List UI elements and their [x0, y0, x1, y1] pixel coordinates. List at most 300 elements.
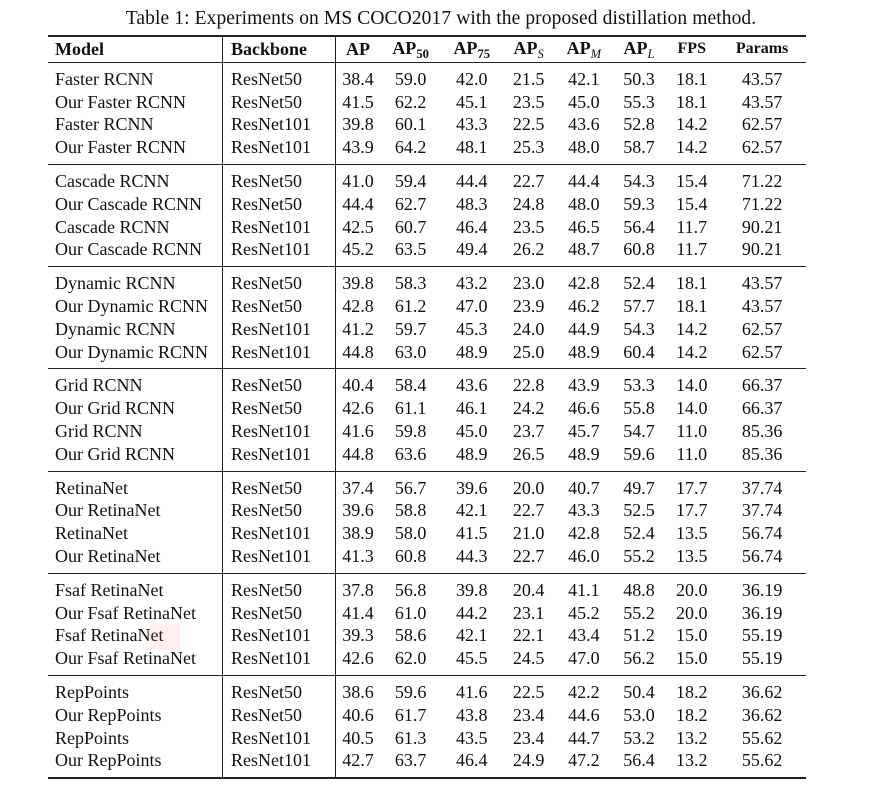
cell-params: 62.57 — [741, 137, 783, 158]
cell-fps: 17.7 — [676, 500, 708, 521]
cell-apl: 60.8 — [623, 239, 655, 260]
header-ap: AP — [336, 36, 381, 62]
cell-ap75: 42.1 — [455, 625, 488, 646]
cell-ap: 45.2 — [336, 238, 381, 266]
cell-apl: 59.3 — [623, 193, 655, 214]
cell-ap75: 44.4 — [455, 170, 488, 191]
cell-model: Our RetinaNet — [55, 545, 161, 566]
cell-model: Our Dynamic RCNN — [55, 341, 208, 362]
cell-ap50: 63.6 — [394, 443, 427, 464]
table-row — [48, 471, 806, 499]
cell-params: 43.57 — [741, 295, 783, 316]
cell-params: 37.74 — [741, 500, 783, 521]
cell-aps: 22.8 — [512, 375, 545, 396]
cell-params: 36.62 — [741, 704, 783, 725]
table-row — [48, 397, 806, 420]
cell-model: Our Faster RCNN — [55, 137, 186, 158]
cell-fps: 13.5 — [676, 523, 708, 544]
cell-backbone: ResNet101 — [223, 113, 336, 136]
cell-fps: 15.0 — [676, 648, 708, 669]
cell-ap: 42.8 — [336, 295, 381, 318]
cell-params: 71.22 — [741, 193, 783, 214]
cell-fps: 13.2 — [676, 727, 708, 748]
cell-ap: 41.2 — [336, 318, 381, 341]
cell-aps: 23.0 — [512, 273, 545, 294]
table-row — [48, 62, 806, 90]
header-fps: FPS — [665, 36, 718, 62]
cell-aps: 24.0 — [512, 318, 545, 339]
cell-apl: 52.8 — [623, 114, 655, 135]
cell-backbone: ResNet50 — [223, 675, 336, 703]
cell-model: Our Dynamic RCNN — [55, 295, 208, 316]
cell-model: RetinaNet — [55, 523, 128, 544]
table-row — [48, 443, 806, 471]
cell-aps: 22.7 — [512, 170, 545, 191]
table-row — [48, 216, 806, 239]
cell-ap50: 62.0 — [394, 648, 427, 669]
cell-ap75: 43.6 — [455, 375, 488, 396]
cell-apl: 50.4 — [623, 681, 655, 702]
cell-aps: 24.2 — [512, 398, 545, 419]
cell-ap75: 39.6 — [455, 477, 488, 498]
table-row — [48, 602, 806, 625]
cell-ap75: 42.0 — [455, 68, 488, 89]
cell-ap: 37.4 — [336, 471, 381, 499]
cell-model: Grid RCNN — [55, 375, 143, 396]
cell-ap50: 61.0 — [394, 602, 427, 623]
cell-aps: 26.2 — [512, 239, 545, 260]
cell-aps: 23.1 — [512, 602, 545, 623]
cell-backbone: ResNet101 — [223, 522, 336, 545]
cell-ap: 44.4 — [336, 193, 381, 216]
cell-ap75: 42.1 — [455, 500, 488, 521]
cell-params: 43.57 — [741, 91, 783, 112]
cell-apm: 46.0 — [568, 545, 600, 566]
cell-backbone: ResNet50 — [223, 164, 336, 192]
cell-fps: 13.2 — [676, 750, 708, 771]
cell-ap: 41.5 — [336, 91, 381, 114]
cell-aps: 23.7 — [512, 420, 545, 441]
cell-ap75: 41.6 — [455, 681, 488, 702]
cell-aps: 24.9 — [512, 750, 545, 771]
cell-ap75: 45.5 — [455, 648, 488, 669]
cell-apl: 57.7 — [623, 295, 655, 316]
cell-apl: 59.6 — [623, 443, 655, 464]
table-group — [48, 164, 806, 266]
cell-model: RepPoints — [55, 727, 130, 748]
cell-params: 55.62 — [741, 750, 783, 771]
cell-ap75: 46.4 — [455, 216, 488, 237]
cell-model: Our Cascade RCNN — [55, 239, 202, 260]
cell-apm: 42.2 — [568, 681, 600, 702]
cell-aps: 23.9 — [512, 295, 545, 316]
table-header-row — [48, 36, 806, 62]
cell-apm: 43.9 — [568, 375, 600, 396]
cell-fps: 18.2 — [676, 681, 708, 702]
cell-fps: 14.2 — [676, 137, 708, 158]
table-row — [48, 164, 806, 192]
cell-apl: 52.4 — [623, 273, 655, 294]
cell-backbone: ResNet101 — [223, 318, 336, 341]
cell-model: Our RepPoints — [55, 704, 162, 725]
cell-fps: 11.0 — [676, 443, 708, 464]
cell-model: Dynamic RCNN — [55, 318, 176, 339]
table-row — [48, 647, 806, 675]
cell-apl: 54.3 — [623, 318, 655, 339]
cell-apl: 56.4 — [623, 216, 655, 237]
cell-ap: 40.4 — [336, 369, 381, 397]
table-row — [48, 193, 806, 216]
cell-apl: 53.2 — [623, 727, 655, 748]
cell-params: 90.21 — [741, 239, 783, 260]
cell-aps: 22.7 — [512, 545, 545, 566]
table-group — [48, 369, 806, 471]
cell-ap75: 43.2 — [455, 273, 488, 294]
cell-apl: 60.4 — [623, 341, 655, 362]
cell-ap: 41.6 — [336, 420, 381, 443]
cell-ap75: 48.9 — [455, 341, 488, 362]
cell-fps: 20.0 — [676, 579, 708, 600]
cell-ap75: 43.8 — [455, 704, 488, 725]
cell-apm: 44.7 — [568, 727, 600, 748]
cell-model: Our Cascade RCNN — [55, 193, 202, 214]
cell-ap50: 58.3 — [394, 273, 427, 294]
cell-apl: 48.8 — [623, 579, 655, 600]
header-params: Params — [718, 36, 806, 62]
cell-ap50: 62.7 — [394, 193, 427, 214]
cell-ap50: 63.5 — [394, 239, 427, 260]
cell-backbone: ResNet101 — [223, 624, 336, 647]
cell-ap: 43.9 — [336, 136, 381, 164]
cell-fps: 18.1 — [676, 68, 708, 89]
cell-apm: 46.5 — [568, 216, 600, 237]
cell-fps: 18.2 — [676, 704, 708, 725]
cell-ap50: 61.3 — [394, 727, 427, 748]
cell-params: 66.37 — [741, 398, 783, 419]
cell-backbone: ResNet50 — [223, 602, 336, 625]
cell-ap: 40.6 — [336, 704, 381, 727]
table-row — [48, 420, 806, 443]
cell-ap75: 46.1 — [455, 398, 488, 419]
cell-ap50: 61.7 — [394, 704, 427, 725]
cell-ap50: 60.1 — [394, 114, 427, 135]
cell-params: 56.74 — [741, 523, 783, 544]
cell-params: 36.62 — [741, 681, 783, 702]
cell-apm: 44.9 — [568, 318, 600, 339]
cell-aps: 23.4 — [512, 727, 545, 748]
cell-apl: 54.3 — [623, 170, 655, 191]
cell-apm: 47.0 — [568, 648, 600, 669]
cell-apm: 48.7 — [568, 239, 600, 260]
cell-aps: 22.7 — [512, 500, 545, 521]
cell-params: 37.74 — [741, 477, 783, 498]
cell-fps: 15.0 — [676, 625, 708, 646]
cell-apm: 48.9 — [568, 443, 600, 464]
cell-apm: 42.8 — [568, 523, 600, 544]
cell-apm: 46.2 — [568, 295, 600, 316]
cell-model: Faster RCNN — [55, 68, 154, 89]
table-row — [48, 704, 806, 727]
cell-ap75: 48.9 — [455, 443, 488, 464]
table-group — [48, 62, 806, 164]
cell-fps: 18.1 — [676, 295, 708, 316]
cell-apm: 48.0 — [568, 193, 600, 214]
cell-params: 43.57 — [741, 68, 783, 89]
cell-aps: 24.5 — [512, 648, 545, 669]
cell-ap75: 45.1 — [455, 91, 488, 112]
cell-aps: 21.5 — [512, 68, 545, 89]
cell-ap50: 58.4 — [394, 375, 427, 396]
cell-ap75: 49.4 — [455, 239, 488, 260]
header-apl: $AP_L$ — [613, 36, 666, 62]
cell-apm: 43.6 — [568, 114, 600, 135]
cell-backbone: ResNet101 — [223, 545, 336, 573]
cell-ap50: 61.2 — [394, 295, 427, 316]
cell-backbone: ResNet101 — [223, 749, 336, 778]
cell-ap75: 45.3 — [455, 318, 488, 339]
cell-ap: 41.3 — [336, 545, 381, 573]
table-row — [48, 369, 806, 397]
cell-model: Our Fsaf RetinaNet — [55, 602, 196, 623]
cell-apl: 53.3 — [623, 375, 655, 396]
cell-model: Our Faster RCNN — [55, 91, 186, 112]
cell-model: Cascade RCNN — [55, 216, 170, 237]
table-row — [48, 727, 806, 750]
cell-apm: 45.2 — [568, 602, 600, 623]
cell-ap75: 44.3 — [455, 545, 488, 566]
cell-aps: 20.4 — [512, 579, 545, 600]
cell-ap50: 64.2 — [394, 137, 427, 158]
cell-ap: 42.6 — [336, 647, 381, 675]
cell-fps: 17.7 — [676, 477, 708, 498]
cell-ap: 37.8 — [336, 573, 381, 601]
header-ap75: $AP_{75}$ — [441, 36, 502, 62]
cell-backbone: ResNet50 — [223, 62, 336, 90]
cell-fps: 15.4 — [676, 170, 708, 191]
cell-params: 43.57 — [741, 273, 783, 294]
cell-ap75: 44.2 — [455, 602, 488, 623]
cell-apm: 44.6 — [568, 704, 600, 725]
table-row — [48, 318, 806, 341]
cell-apl: 56.2 — [623, 648, 655, 669]
cell-params: 62.57 — [741, 114, 783, 135]
cell-backbone: ResNet50 — [223, 91, 336, 114]
cell-ap75: 43.5 — [455, 727, 488, 748]
cell-ap: 38.9 — [336, 522, 381, 545]
cell-ap50: 63.0 — [394, 341, 427, 362]
cell-backbone: ResNet101 — [223, 238, 336, 266]
table-caption: Table 1: Experiments on MS COCO2017 with the proposed distillation method. — [125, 8, 757, 29]
cell-apm: 45.0 — [568, 91, 600, 112]
cell-aps: 22.1 — [512, 625, 545, 646]
table-row — [48, 499, 806, 522]
cell-ap: 39.8 — [336, 267, 381, 295]
cell-apl: 53.0 — [623, 704, 655, 725]
cell-apm: 44.4 — [568, 170, 600, 191]
cell-ap50: 56.8 — [394, 579, 427, 600]
cell-model: Our RetinaNet — [55, 500, 161, 521]
cell-apm: 48.9 — [568, 341, 600, 362]
cell-fps: 11.7 — [676, 216, 708, 237]
cell-ap: 41.0 — [336, 164, 381, 192]
cell-ap50: 58.8 — [394, 500, 427, 521]
cell-aps: 20.0 — [512, 477, 545, 498]
cell-apl: 50.3 — [623, 68, 655, 89]
cell-fps: 18.1 — [676, 273, 708, 294]
cell-ap50: 59.4 — [394, 170, 427, 191]
cell-ap: 44.8 — [336, 443, 381, 471]
cell-ap: 44.8 — [336, 341, 381, 369]
cell-ap: 39.3 — [336, 624, 381, 647]
highlight-mark — [150, 624, 180, 650]
cell-ap50: 60.7 — [394, 216, 427, 237]
cell-apm: 42.8 — [568, 273, 600, 294]
cell-fps: 14.0 — [676, 375, 708, 396]
cell-model: Grid RCNN — [55, 420, 143, 441]
cell-backbone: ResNet50 — [223, 471, 336, 499]
cell-ap75: 47.0 — [455, 295, 488, 316]
cell-model: Our RepPoints — [55, 750, 162, 771]
cell-aps: 23.5 — [512, 216, 545, 237]
cell-params: 56.74 — [741, 545, 783, 566]
cell-ap: 39.8 — [336, 113, 381, 136]
cell-backbone: ResNet50 — [223, 267, 336, 295]
cell-ap: 39.6 — [336, 499, 381, 522]
cell-ap: 40.5 — [336, 727, 381, 750]
cell-model: Fsaf RetinaNet — [55, 625, 164, 646]
table-row — [48, 749, 806, 778]
cell-params: 66.37 — [741, 375, 783, 396]
cell-apm: 41.1 — [568, 579, 600, 600]
cell-ap: 38.6 — [336, 675, 381, 703]
results-table — [48, 35, 806, 779]
cell-apm: 46.6 — [568, 398, 600, 419]
cell-backbone: ResNet101 — [223, 647, 336, 675]
cell-apl: 52.4 — [623, 523, 655, 544]
cell-model: Our Fsaf RetinaNet — [55, 648, 196, 669]
cell-apl: 56.4 — [623, 750, 655, 771]
header-backbone: Backbone — [223, 36, 336, 62]
table-group — [48, 471, 806, 573]
header-model: Model — [48, 36, 223, 62]
cell-backbone: ResNet101 — [223, 727, 336, 750]
header-aps: $AP_S$ — [502, 36, 555, 62]
cell-fps: 18.1 — [676, 91, 708, 112]
table-row — [48, 295, 806, 318]
cell-ap: 42.5 — [336, 216, 381, 239]
cell-backbone: ResNet50 — [223, 704, 336, 727]
cell-params: 62.57 — [741, 318, 783, 339]
cell-aps: 22.5 — [512, 114, 545, 135]
cell-model: RepPoints — [55, 681, 130, 702]
table-row — [48, 91, 806, 114]
cell-params: 36.19 — [741, 602, 783, 623]
cell-fps: 14.2 — [676, 341, 708, 362]
cell-backbone: ResNet101 — [223, 216, 336, 239]
cell-ap50: 62.2 — [394, 91, 427, 112]
cell-ap75: 43.3 — [455, 114, 488, 135]
cell-apl: 55.8 — [623, 398, 655, 419]
cell-aps: 23.4 — [512, 704, 545, 725]
cell-backbone: ResNet101 — [223, 420, 336, 443]
cell-model: Cascade RCNN — [55, 170, 170, 191]
cell-backbone: ResNet101 — [223, 341, 336, 369]
cell-ap50: 58.6 — [394, 625, 427, 646]
cell-apl: 55.2 — [623, 545, 655, 566]
cell-apm: 45.7 — [568, 420, 600, 441]
cell-aps: 26.5 — [512, 443, 545, 464]
cell-model: RetinaNet — [55, 477, 128, 498]
cell-backbone: ResNet50 — [223, 369, 336, 397]
table-group — [48, 675, 806, 778]
cell-ap75: 48.1 — [455, 137, 488, 158]
table-row — [48, 267, 806, 295]
cell-backbone: ResNet50 — [223, 193, 336, 216]
cell-ap75: 41.5 — [455, 523, 488, 544]
cell-params: 71.22 — [741, 170, 783, 191]
cell-apm: 40.7 — [568, 477, 600, 498]
cell-fps: 14.2 — [676, 318, 708, 339]
cell-apl: 55.3 — [623, 91, 655, 112]
cell-ap50: 59.7 — [394, 318, 427, 339]
table-row — [48, 136, 806, 164]
table-row — [48, 238, 806, 266]
header-apm: $AP_M$ — [555, 36, 613, 62]
table-row — [48, 341, 806, 369]
table-row — [48, 545, 806, 573]
cell-ap50: 59.0 — [394, 68, 427, 89]
cell-backbone: ResNet50 — [223, 499, 336, 522]
cell-fps: 11.0 — [676, 420, 708, 441]
cell-params: 55.19 — [741, 625, 783, 646]
cell-ap75: 39.8 — [455, 579, 488, 600]
cell-params: 55.19 — [741, 648, 783, 669]
cell-ap75: 48.3 — [455, 193, 488, 214]
cell-fps: 15.4 — [676, 193, 708, 214]
cell-ap50: 59.6 — [394, 681, 427, 702]
cell-ap: 38.4 — [336, 62, 381, 90]
cell-apl: 49.7 — [623, 477, 655, 498]
cell-ap50: 63.7 — [394, 750, 427, 771]
cell-aps: 21.0 — [512, 523, 545, 544]
cell-apm: 43.4 — [568, 625, 600, 646]
cell-ap50: 59.8 — [394, 420, 427, 441]
cell-apl: 54.7 — [623, 420, 655, 441]
cell-ap: 42.6 — [336, 397, 381, 420]
cell-model: Dynamic RCNN — [55, 273, 176, 294]
cell-fps: 14.2 — [676, 114, 708, 135]
table-group — [48, 267, 806, 369]
cell-model: Our Grid RCNN — [55, 443, 175, 464]
cell-model: Our Grid RCNN — [55, 398, 175, 419]
cell-params: 90.21 — [741, 216, 783, 237]
cell-backbone: ResNet101 — [223, 443, 336, 471]
cell-params: 85.36 — [741, 420, 783, 441]
cell-apm: 48.0 — [568, 137, 600, 158]
cell-ap50: 56.7 — [394, 477, 427, 498]
cell-apl: 55.2 — [623, 602, 655, 623]
cell-params: 85.36 — [741, 443, 783, 464]
cell-apm: 43.3 — [568, 500, 600, 521]
cell-fps: 20.0 — [676, 602, 708, 623]
cell-ap: 41.4 — [336, 602, 381, 625]
cell-ap: 42.7 — [336, 749, 381, 778]
cell-fps: 13.5 — [676, 545, 708, 566]
cell-ap50: 61.1 — [394, 398, 427, 419]
table-row — [48, 573, 806, 601]
cell-aps: 25.3 — [512, 137, 545, 158]
header-ap50: $AP_{50}$ — [380, 36, 441, 62]
